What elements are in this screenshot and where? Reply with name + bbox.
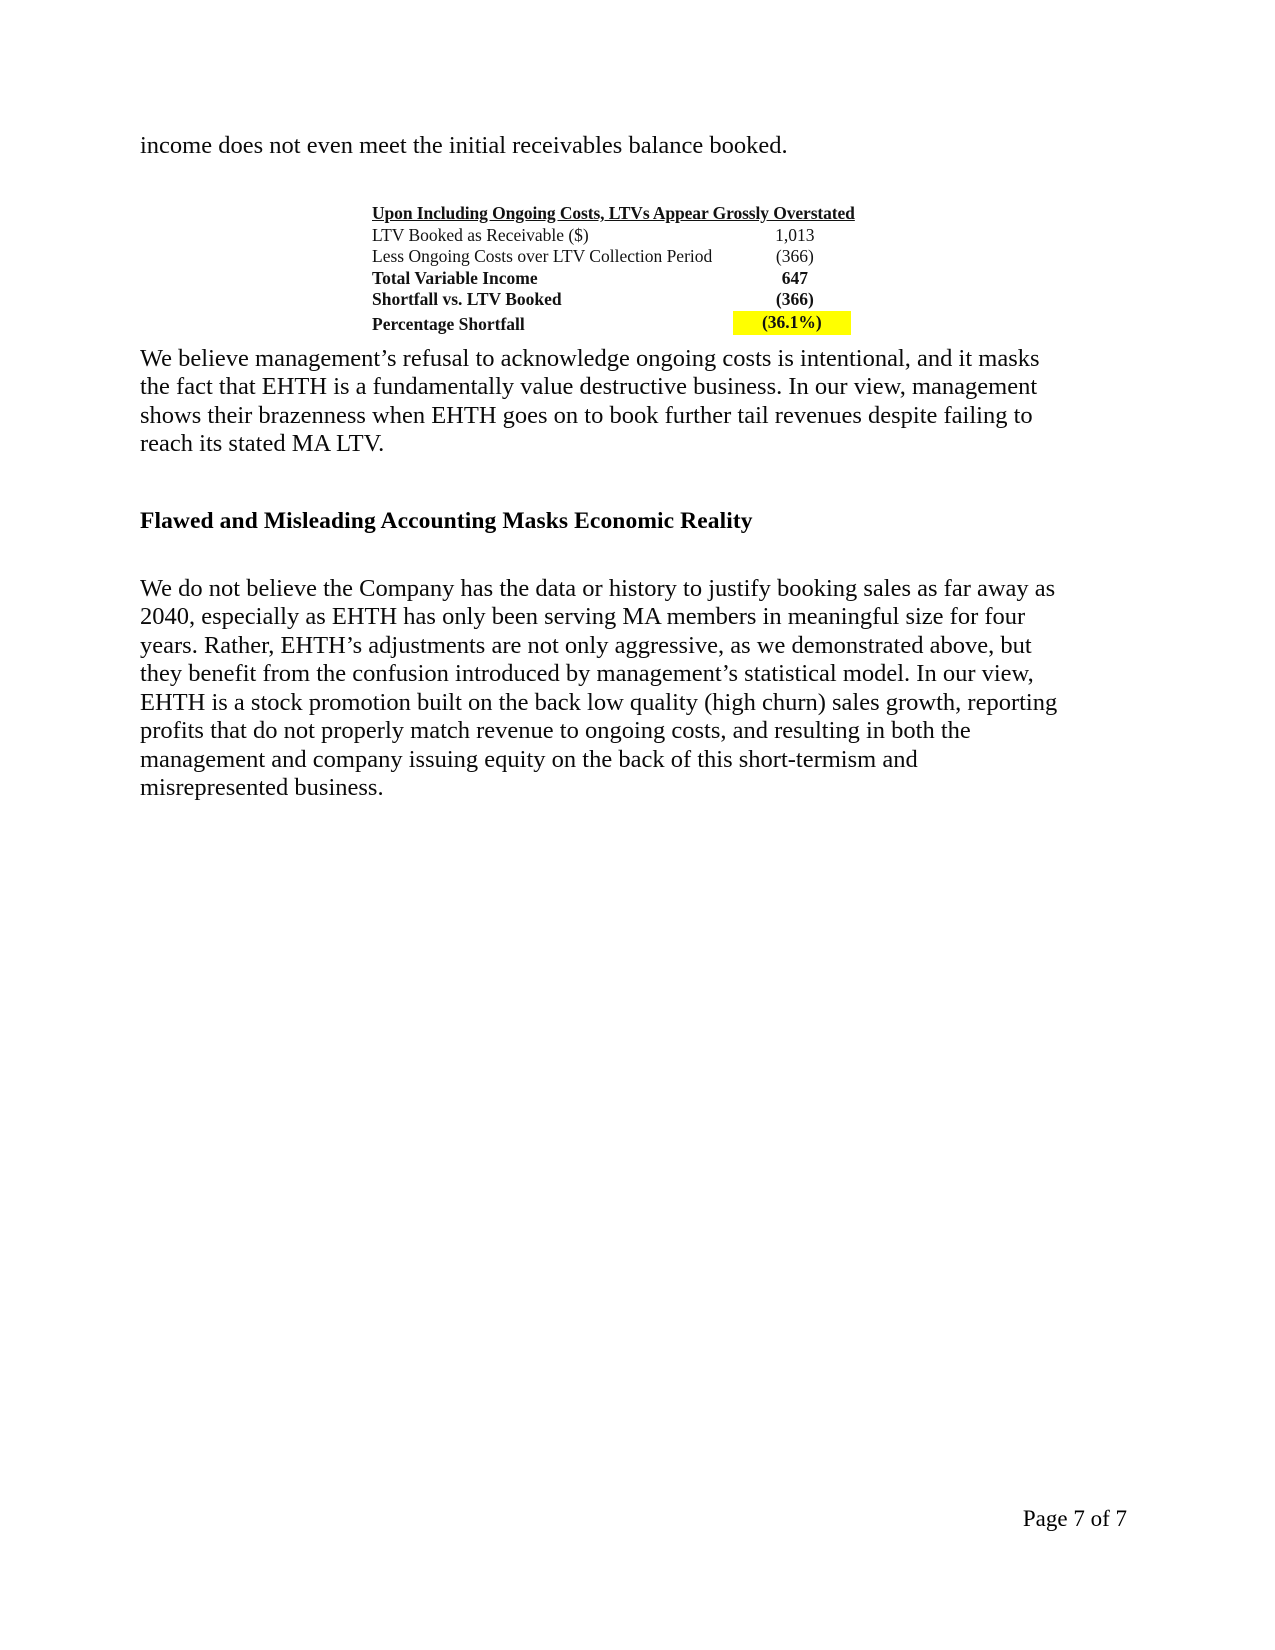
row-value-text: 1,013 [775,224,815,245]
exhibit-table-title: Upon Including Ongoing Costs, LTVs Appear Grossly Overstated [372,203,855,223]
spacer-after-heading [140,535,1070,575]
row-value [735,246,855,268]
exhibit-table [372,203,855,335]
exhibit-table-block [372,203,855,335]
row-label: Total Variable Income [372,267,538,288]
row-value [735,268,855,290]
lead-paragraph: income does not even meet the initial receivables balance booked. [140,132,788,159]
row-label: Less Ongoing Costs over LTV Collection Period [372,246,713,266]
table-row [372,268,855,290]
table-row [372,246,855,268]
row-value [735,289,855,311]
row-label: Shortfall vs. LTV Booked [372,289,562,309]
table-row [372,289,855,311]
paragraph-management-refusal: We believe management’s refusal to acknowledge ongoing costs is intentional, and it masks the fact that EHTH is a fundamentally value destructive business. In our view, management shows their brazenness when EHTH goes on to book further tail revenues despite failing to reach its stated MA LTV. [140,344,1040,457]
row-value [735,311,855,336]
row-value [735,225,855,247]
spacer-after-lead [140,161,1070,209]
spacer-before-heading [140,459,1070,507]
table-row-highlighted [372,311,855,336]
table-row [372,225,855,247]
section-heading-flawed-accounting: Flawed and Misleading Accounting Masks Economic Reality [140,507,753,534]
paragraph-accounting-critique: We do not believe the Company has the data or history to justify booking sales as far away as 2040, especially as EHTH has only been serving MA members in meaningful size for four years. Rather, EHTH’s adjustments are not only aggressive, as we demonstrated above, but they benefit from the confusion introduced by management’s statistical model. In our view, EHTH is a stock promotion built on the back low quality (high churn) sales growth, reporting profits that do not properly match revenue to ongoing costs, and resulting in both the management and company issuing equity on the back of this short-termism and misrepresented business. [140,574,1058,801]
row-label: LTV Booked as Receivable ($) [372,224,589,245]
row-value-text: 647 [781,267,808,288]
row-value-text: (366) [775,289,814,309]
row-label: Percentage Shortfall [372,313,525,334]
row-value-text: (366) [775,246,814,266]
page-footer: Page 7 of 7 [1022,1506,1127,1531]
exhibit-table-header-row [372,203,855,225]
highlighted-value: (36.1%) [733,311,851,336]
